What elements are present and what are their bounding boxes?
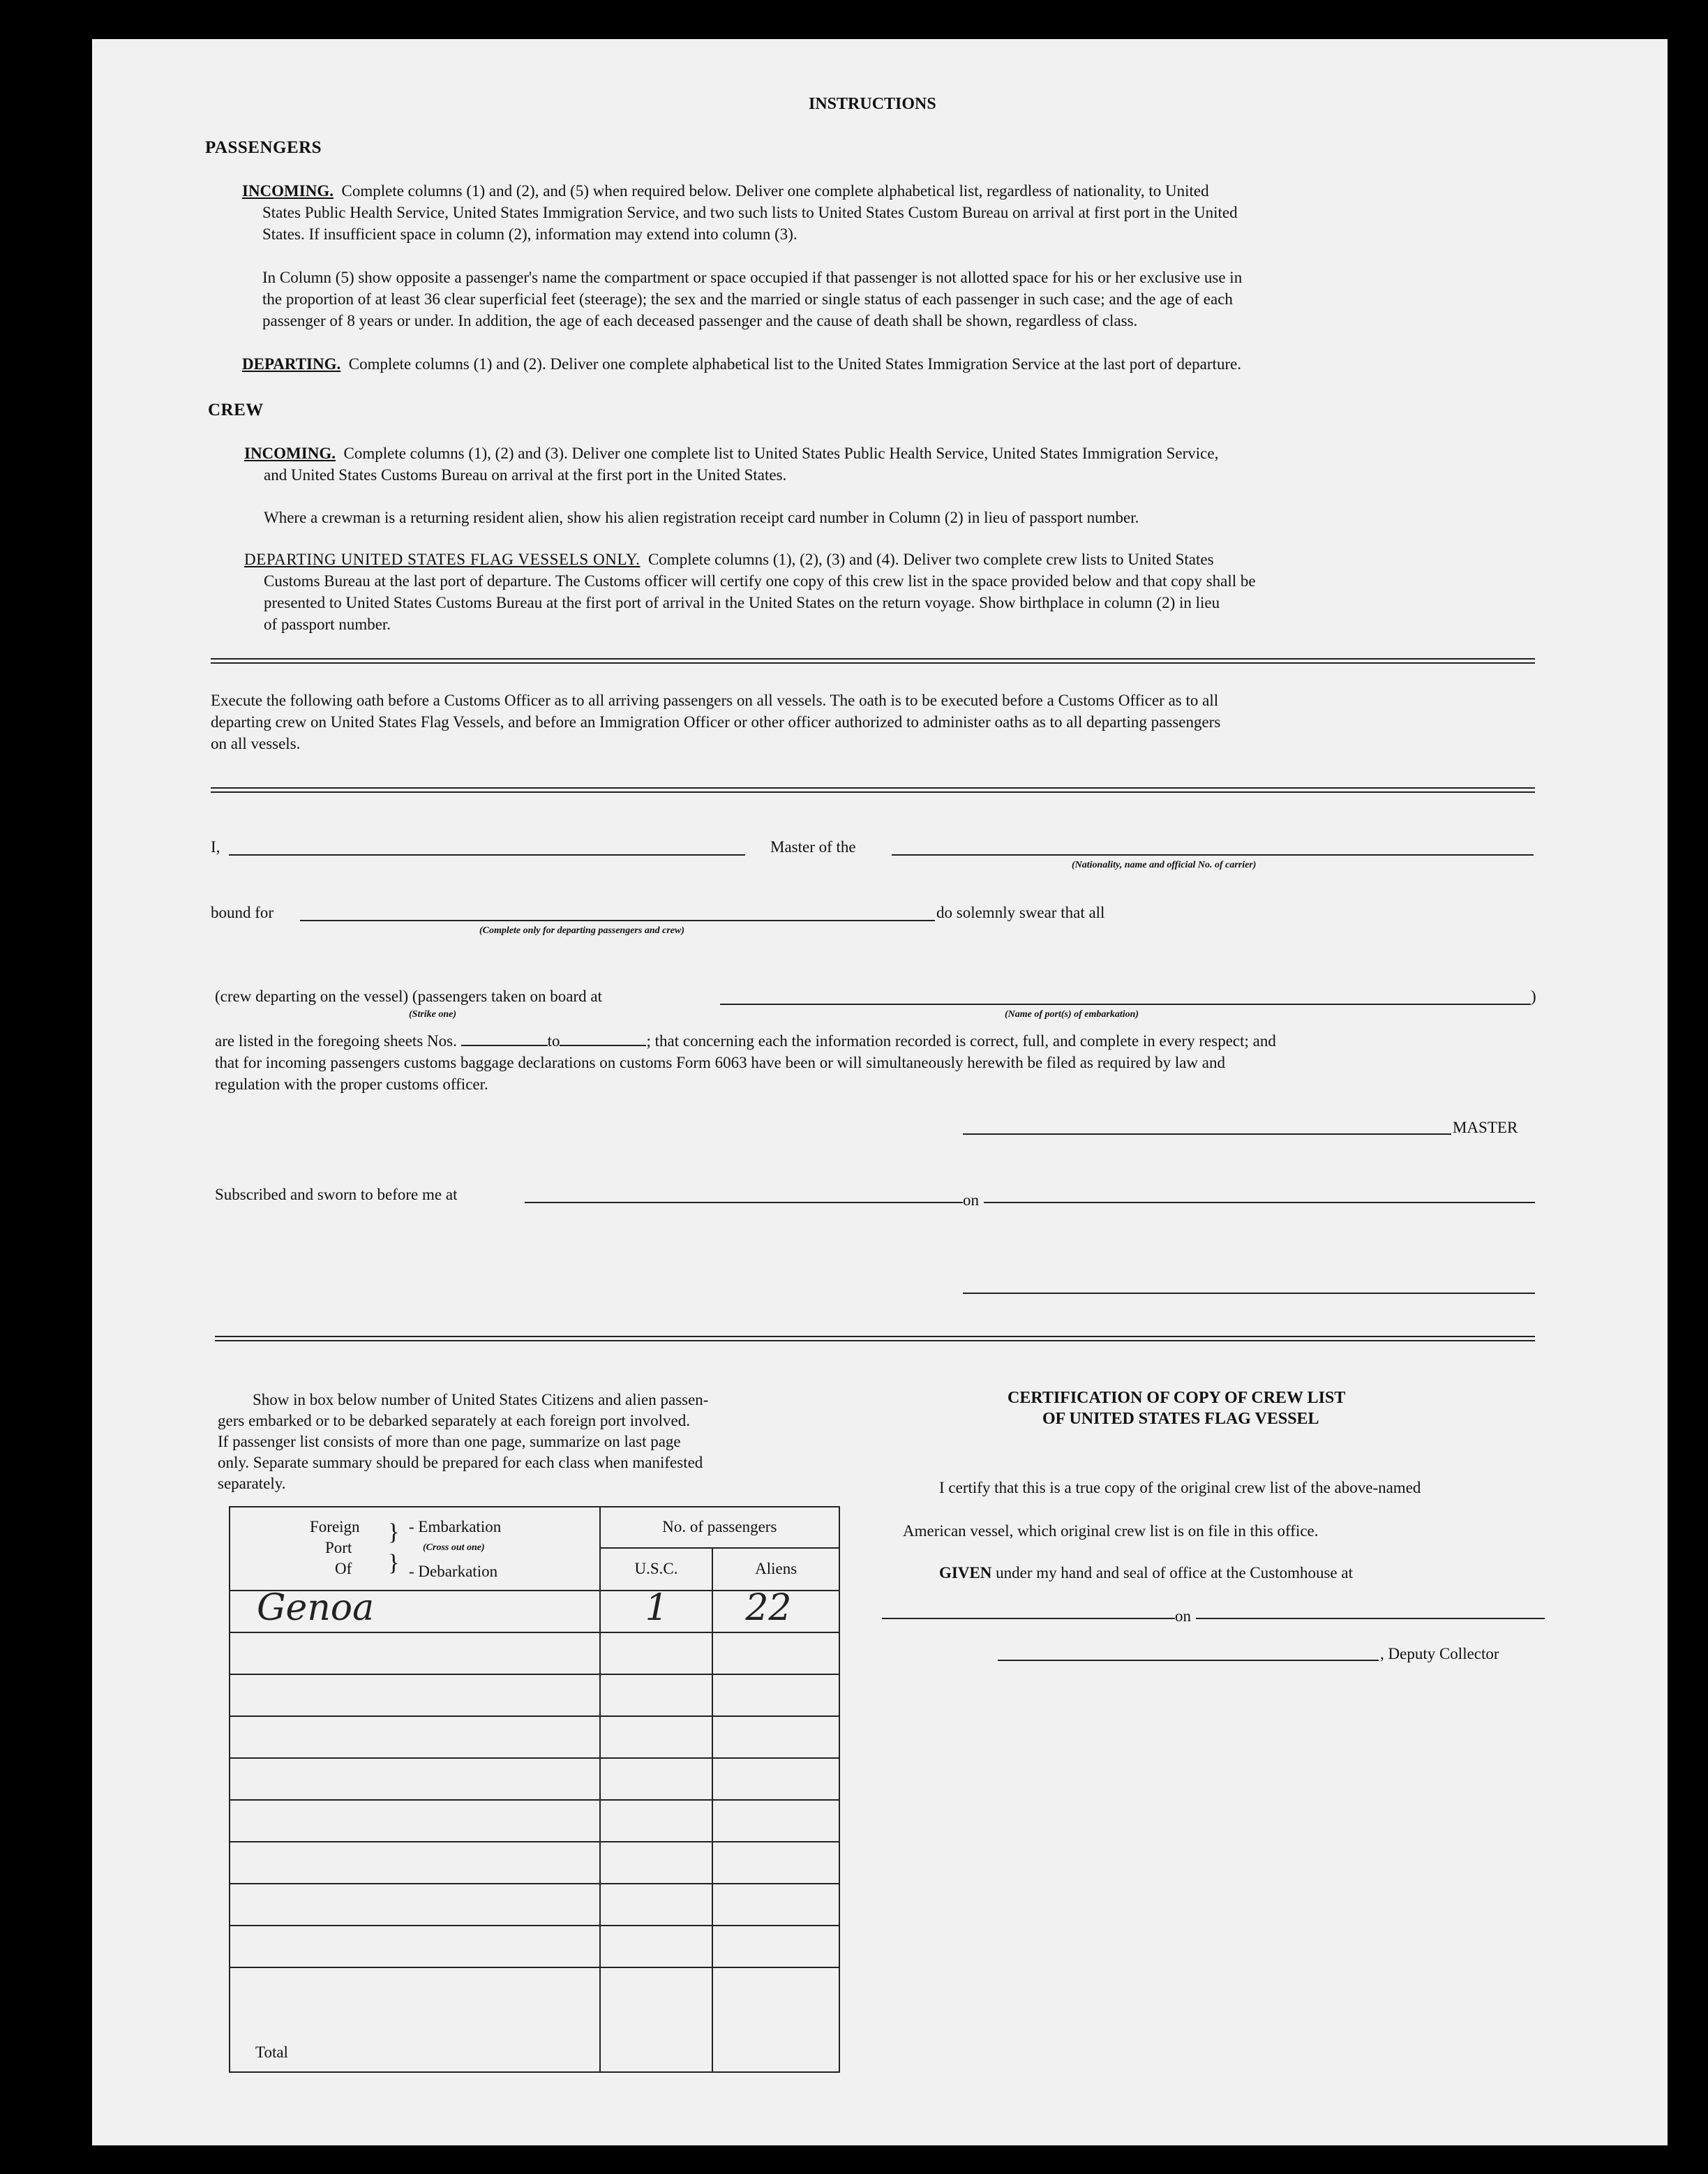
brace-top: } [388,1519,400,1545]
crew-flag-line3: presented to United States Customs Bureau at the first port of arrival in the United States on the return voyage. Show birthplace in column (2) in lieu [264,594,1220,611]
passenger-summary-table [229,1506,840,2073]
sheet-from-blank [461,1031,548,1046]
given-rest: under my hand and seal of office at the Customhouse at [996,1564,1353,1581]
summary-text-line1: Show in box below number of United States Citizens and alien passen- [253,1391,709,1408]
port-cell [230,1674,600,1716]
port-cell [230,1716,600,1758]
port-cell [230,1926,600,1967]
usc-cell [600,1800,713,1842]
passengers-incoming-line1 [242,180,1209,202]
crew-incoming-label: INCOMING. [244,445,336,462]
oath-master-label: MASTER [1453,1119,1518,1136]
oath-listed-b: ; that concerning each the information recorded is correct, full, and complete in every respect; and [646,1032,1276,1050]
oath-i-label: I, [211,838,220,856]
usc-cell [600,1716,713,1758]
oath-close-paren: ) [1531,988,1536,1005]
oath-subscribed: Subscribed and sworn to before me at [215,1186,458,1203]
bound-for-line [300,920,935,921]
aliens-cell [712,1926,839,1967]
passengers-col5-line2: the proportion of at least 36 clear superficial feet (steerage); the sex and the married or single status of each passenger in such case; and the age of each [262,290,1233,308]
port-cell [230,1842,600,1884]
table-row [230,1674,839,1716]
oath-master-of-the: Master of the [770,838,856,856]
passengers-col5-line1: In Column (5) show opposite a passenger's name the compartment or space occupied if that passenger is not allotted space for his or her exclusive use in [262,269,1243,286]
master-signature-line [963,1133,1451,1135]
aliens-cell [712,1716,839,1758]
passengers-incoming-line3: States. If insufficient space in column (2), information may extend into column (3). [262,225,797,243]
carrier-line [892,854,1534,856]
port-cell [230,1884,600,1926]
passengers-incoming-text1: Complete columns (1) and (2), and (5) when required below. Deliver one complete alphabetical list, regardless of nationality, to United [341,182,1209,200]
usc-header [600,1548,713,1591]
certification-heading-line1: CERTIFICATION OF COPY OF CREW LIST [1007,1389,1346,1407]
summary-text-line3: If passenger list consists of more than one page, summarize on last page [218,1433,681,1450]
table-row [230,1884,839,1926]
table-header-row [230,1507,839,1548]
crew-flag-line1 [244,549,1214,570]
table-row [230,1842,839,1884]
oath-intro-line2: departing crew on United States Flag Vessels, and before an Immigration Officer or other officer authorized to administer oaths as to all departing passengers [211,713,1221,731]
summary-text-line4: only. Separate summary should be prepared for each class when manifested [218,1454,703,1471]
usc-cell [600,1884,713,1926]
aliens-cell [712,1842,839,1884]
sheet-to-blank [560,1031,646,1046]
port-header-cell [230,1507,600,1591]
aliens-cell [712,1800,839,1842]
handwritten-usc: 1 [645,1587,668,1629]
col-foreign: Foreign [310,1518,360,1535]
certification-date-line [1196,1618,1545,1619]
complete-caption: (Complete only for departing passengers and crew) [479,925,684,936]
handwritten-port: Genoa [257,1587,375,1629]
aliens-cell [712,1587,839,1632]
col-debarkation: - Debarkation [409,1563,498,1580]
embark-port-line [720,1004,1531,1005]
oath-intro-line3: on all vessels. [211,735,301,752]
crew-flag-line4: of passport number. [264,616,391,633]
subscribed-on-line [984,1202,1535,1203]
document-page [92,39,1668,2145]
handwritten-aliens: 22 [745,1587,792,1629]
american-vessel-line: American vessel, which original crew list is on file in this office. [903,1522,1319,1540]
oath-on: on [963,1191,979,1209]
nationality-caption: (Nationality, name and official No. of carrier) [1072,860,1257,870]
crew-flag-label: DEPARTING UNITED STATES FLAG VESSELS ONLY. [244,551,640,568]
oath-listed-line1 [215,1030,1276,1052]
col-of: Of [335,1560,352,1577]
summary-text-line5: separately. [218,1475,286,1492]
given-label: GIVEN [939,1564,992,1581]
page-title: INSTRUCTIONS [809,95,936,113]
oath-crew-departing: (crew departing on the vessel) (passengers taken on board at [215,988,602,1005]
summary-text-line2: gers embarked or to be debarked separately at each foreign port involved. [218,1412,690,1429]
divider-1 [211,658,1535,664]
table-row [230,1632,839,1674]
col-port: Port [325,1539,352,1556]
deputy-collector-label: , Deputy Collector [1380,1645,1499,1662]
master-name-line [229,854,745,856]
oath-listed-line2: that for incoming passengers customs baggage declarations on customs Form 6063 have been or will simultaneously herewith be filed as required by law and [215,1054,1226,1071]
subscribed-at-line [525,1202,963,1203]
crew-incoming-line1 [244,442,1218,464]
table-total-row [230,1967,839,2072]
certification-heading-line2: OF UNITED STATES FLAG VESSEL [1042,1410,1319,1428]
port-cell [230,1587,600,1632]
usc-cell [600,1587,713,1632]
total-label-cell [230,1967,600,2072]
crew-flag-text1: Complete columns (1), (2), (3) and (4). Deliver two complete crew lists to United States [647,551,1214,568]
passengers-incoming-label: INCOMING. [242,182,334,200]
aliens-label: Aliens [755,1560,797,1578]
table-row [230,1800,839,1842]
certification-on: on [1175,1607,1191,1625]
aliens-cell [712,1884,839,1926]
no-of-passengers-header [600,1507,839,1548]
usc-label: U.S.C. [634,1560,678,1578]
passengers-departing-text: Complete columns (1) and (2). Deliver one complete alphabetical list to the United States Immigration Service at the last port of departure. [348,355,1242,373]
brace-bottom: } [388,1550,400,1576]
passengers-departing-label: DEPARTING. [242,355,341,373]
table-row [230,1926,839,1967]
table-row [230,1716,839,1758]
usc-total-cell [600,1967,713,2072]
usc-cell [600,1674,713,1716]
officer-signature-line [963,1293,1535,1294]
crew-incoming-line2: and United States Customs Bureau on arrival at the first port in the United States. [264,466,787,484]
passengers-heading: PASSENGERS [205,138,322,157]
name-of-port-caption: (Name of port(s) of embarkation) [1005,1009,1139,1020]
port-cell [230,1758,600,1800]
passengers-departing-line [242,353,1241,375]
aliens-cell [712,1758,839,1800]
oath-listed-line3: regulation with the proper customs officer. [215,1075,488,1093]
oath-intro-line1: Execute the following oath before a Customs Officer as to all arriving passengers on all vessels. The oath is to be executed before a Customs Officer as to all [211,692,1219,709]
crew-flag-line2: Customs Bureau at the last port of departure. The Customs officer will certify one copy of this crew list in the space provided below and that copy shall be [264,572,1256,590]
oath-listed-a: are listed in the foregoing sheets Nos. [215,1032,457,1050]
table-row [230,1758,839,1800]
deputy-collector-line [998,1660,1379,1661]
usc-cell [600,1758,713,1800]
certify-line: I certify that this is a true copy of the original crew list of the above-named [939,1479,1421,1496]
port-cell [230,1632,600,1674]
customhouse-line [882,1618,1175,1619]
given-line [939,1562,1353,1584]
no-of-passengers-label: No. of passengers [662,1518,777,1536]
crew-heading: CREW [208,401,264,419]
usc-cell [600,1926,713,1967]
crew-incoming-text1: Complete columns (1), (2) and (3). Deliver one complete list to United States Public Health Service, United States Immigration Service, [343,445,1219,462]
usc-cell [600,1632,713,1674]
divider-3 [215,1336,1535,1341]
oath-listed-to: to [547,1032,560,1050]
strike-one-caption: (Strike one) [409,1009,457,1020]
col-cross-out: (Cross out one) [423,1542,485,1553]
passengers-incoming-line2: States Public Health Service, United States Immigration Service, and two such lists to United States Custom Bureau on arrival at first port in the United [262,204,1238,221]
oath-bound-for: bound for [211,904,274,921]
total-label: Total [255,2043,288,2061]
crew-resident-line: Where a crewman is a returning resident alien, show his alien registration receipt card number in Column (2) in lieu of passport number. [264,509,1139,526]
port-cell [230,1800,600,1842]
passengers-col5-line3: passenger of 8 years or under. In addition, the age of each deceased passenger and the cause of death shall be shown, regardless of class. [262,312,1138,329]
usc-cell [600,1842,713,1884]
aliens-header [712,1548,839,1591]
oath-solemnly: do solemnly swear that all [936,904,1105,921]
col-embarkation: - Embarkation [409,1518,502,1535]
table-row [230,1591,839,1632]
divider-2 [211,787,1535,793]
aliens-cell [712,1674,839,1716]
aliens-cell [712,1632,839,1674]
aliens-total-cell [712,1967,839,2072]
